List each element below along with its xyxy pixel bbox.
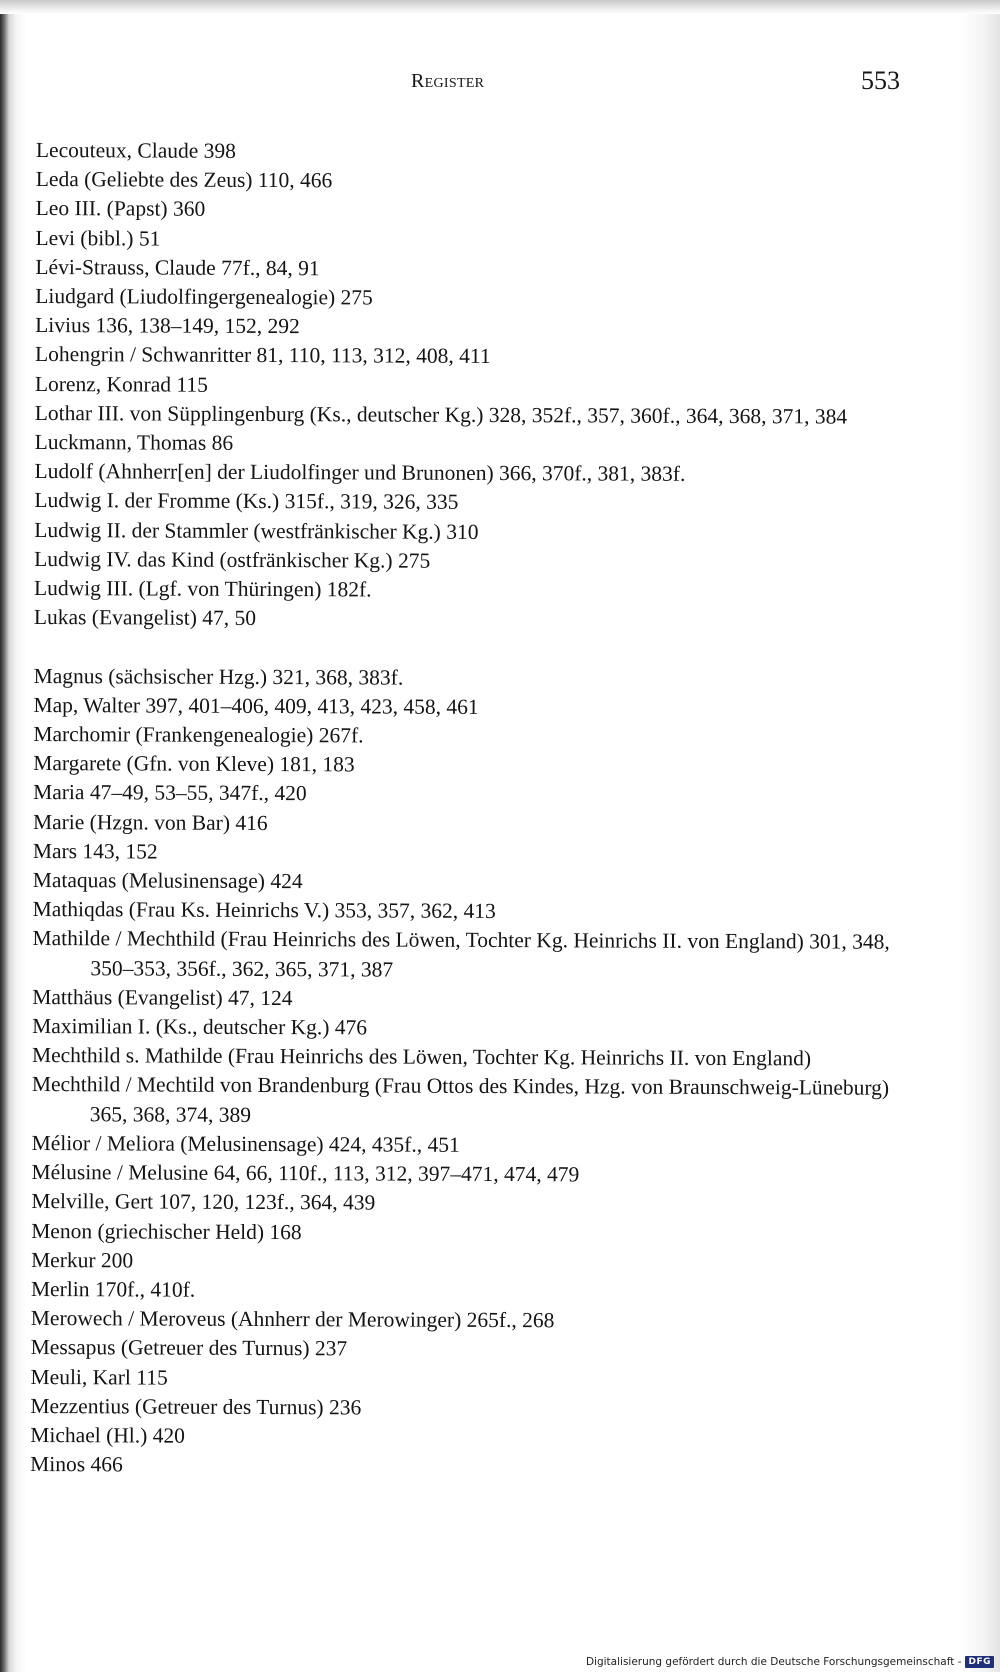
index-entry: Maximilian I. (Ks., deutscher Kg.) 476 [32,1014,368,1040]
index-entry: Margarete (Gfn. von Kleve) 181, 183 [33,751,355,777]
index-entry: Mataquas (Melusinensage) 424 [32,868,303,894]
index-entry: Maria 47–49, 53–55, 347f., 420 [33,780,307,806]
index-entry: Mathiqdas (Frau Ks. Heinrichs V.) 353, 357, 362, 413 [32,897,496,924]
index-entry: Ludwig IV. das Kind (ostfränkischer Kg.) 275 [34,546,431,573]
index-entry: Mars 143, 152 [32,838,158,864]
digitization-credit [586,1656,994,1668]
index-entry: Ludolf (Ahnherr[en] der Liudolfinger und Brunonen) 366, 370f., 381, 383f. [34,459,686,487]
index-entry: Minos 466 [30,1452,123,1477]
index-entry: Meuli, Karl 115 [30,1364,168,1390]
index-entry: Marchomir (Frankengenealogie) 267f. [33,722,364,748]
index-entry: Michael (Hl.) 420 [30,1422,186,1448]
index-entry: Mezzentius (Getreuer des Turnus) 236 [30,1393,362,1420]
credit-text: Digitalisierung gefördert durch die Deutsche Forschungsgemeinschaft - [585,1656,962,1668]
index-entry: Ludwig II. der Stammler (westfränkischer Kg.) 310 [34,517,479,544]
index-entry: Livius 136, 138–149, 152, 292 [35,313,300,339]
index-entry: Mathilde / Mechthild (Frau Heinrichs des Löwen, Tochter Kg. Heinrichs II. von England) 301, 348, 350–353, 356f., 362, 365, 371, 387 [32,926,890,982]
running-head: Register [411,70,485,92]
index-entry: Lorenz, Konrad 115 [34,371,208,397]
index-entry: Mélior / Meliora (Melusinensage) 424, 435f., 451 [31,1130,460,1157]
index-entry: Magnus (sächsischer Hzg.) 321, 368, 383f. [33,663,404,690]
index-entry: Messapus (Getreuer des Turnus) 237 [30,1335,348,1361]
page-number: 553 [861,66,900,95]
index-entry: Ludwig I. der Fromme (Ks.) 315f., 319, 326, 335 [34,488,459,515]
index-entry: Leo III. (Papst) 360 [35,196,206,222]
index-entry: Merkur 200 [31,1247,134,1273]
index-entry: Merlin 170f., 410f. [30,1276,196,1302]
dfg-logo: DFG [965,1656,994,1668]
index-entry: Lukas (Evangelist) 47, 50 [33,605,257,631]
index-entry: Mélusine / Melusine 64, 66, 110f., 113, 312, 397–471, 474, 479 [31,1160,580,1187]
index-entry: Map, Walter 397, 401–406, 409, 413, 423, 458, 461 [33,692,479,719]
index-entry: Lecouteux, Claude 398 [35,137,237,163]
index-entry: Matthäus (Evangelist) 47, 124 [32,984,293,1011]
page-top-edge [0,0,1000,14]
index-entry: Merowech / Meroveus (Ahnherr der Merowinger) 265f., 268 [30,1306,555,1333]
index-entry: Mechthild s. Mathilde (Frau Heinrichs des Löwen, Tochter Kg. Heinrichs II. von England) [31,1043,812,1071]
index-entry: Mechthild / Mechtild von Brandenburg (Frau Ottos des Kindes, Hzg. von Braunschweig-Lüneburg) 365, 368, 374, 389 [31,1072,890,1127]
register-index-list [30,136,916,1483]
index-entry: Luckmann, Thomas 86 [34,430,234,455]
index-entry: Menon (griechischer Held) 168 [31,1218,302,1244]
index-entry: Lohengrin / Schwanritter 81, 110, 113, 312, 408, 411 [34,342,491,369]
index-entry: Ludwig III. (Lgf. von Thüringen) 182f. [33,576,372,602]
index-entry: Lothar III. von Süpplingenburg (Ks., deutscher Kg.) 328, 352f., 357, 360f., 364, 368, 371, 384 [34,400,848,429]
index-entry: Lévi-Strauss, Claude 77f., 84, 91 [35,254,320,281]
index-entry: Levi (bibl.) 51 [35,225,161,251]
index-entry: Marie (Hzgn. von Bar) 416 [32,809,268,835]
index-entry: Leda (Geliebte des Zeus) 110, 466 [35,167,333,193]
index-entry: Liudgard (Liudolfingergenealogie) 275 [35,284,373,310]
index-entry: Melville, Gert 107, 120, 123f., 364, 439 [31,1189,376,1215]
